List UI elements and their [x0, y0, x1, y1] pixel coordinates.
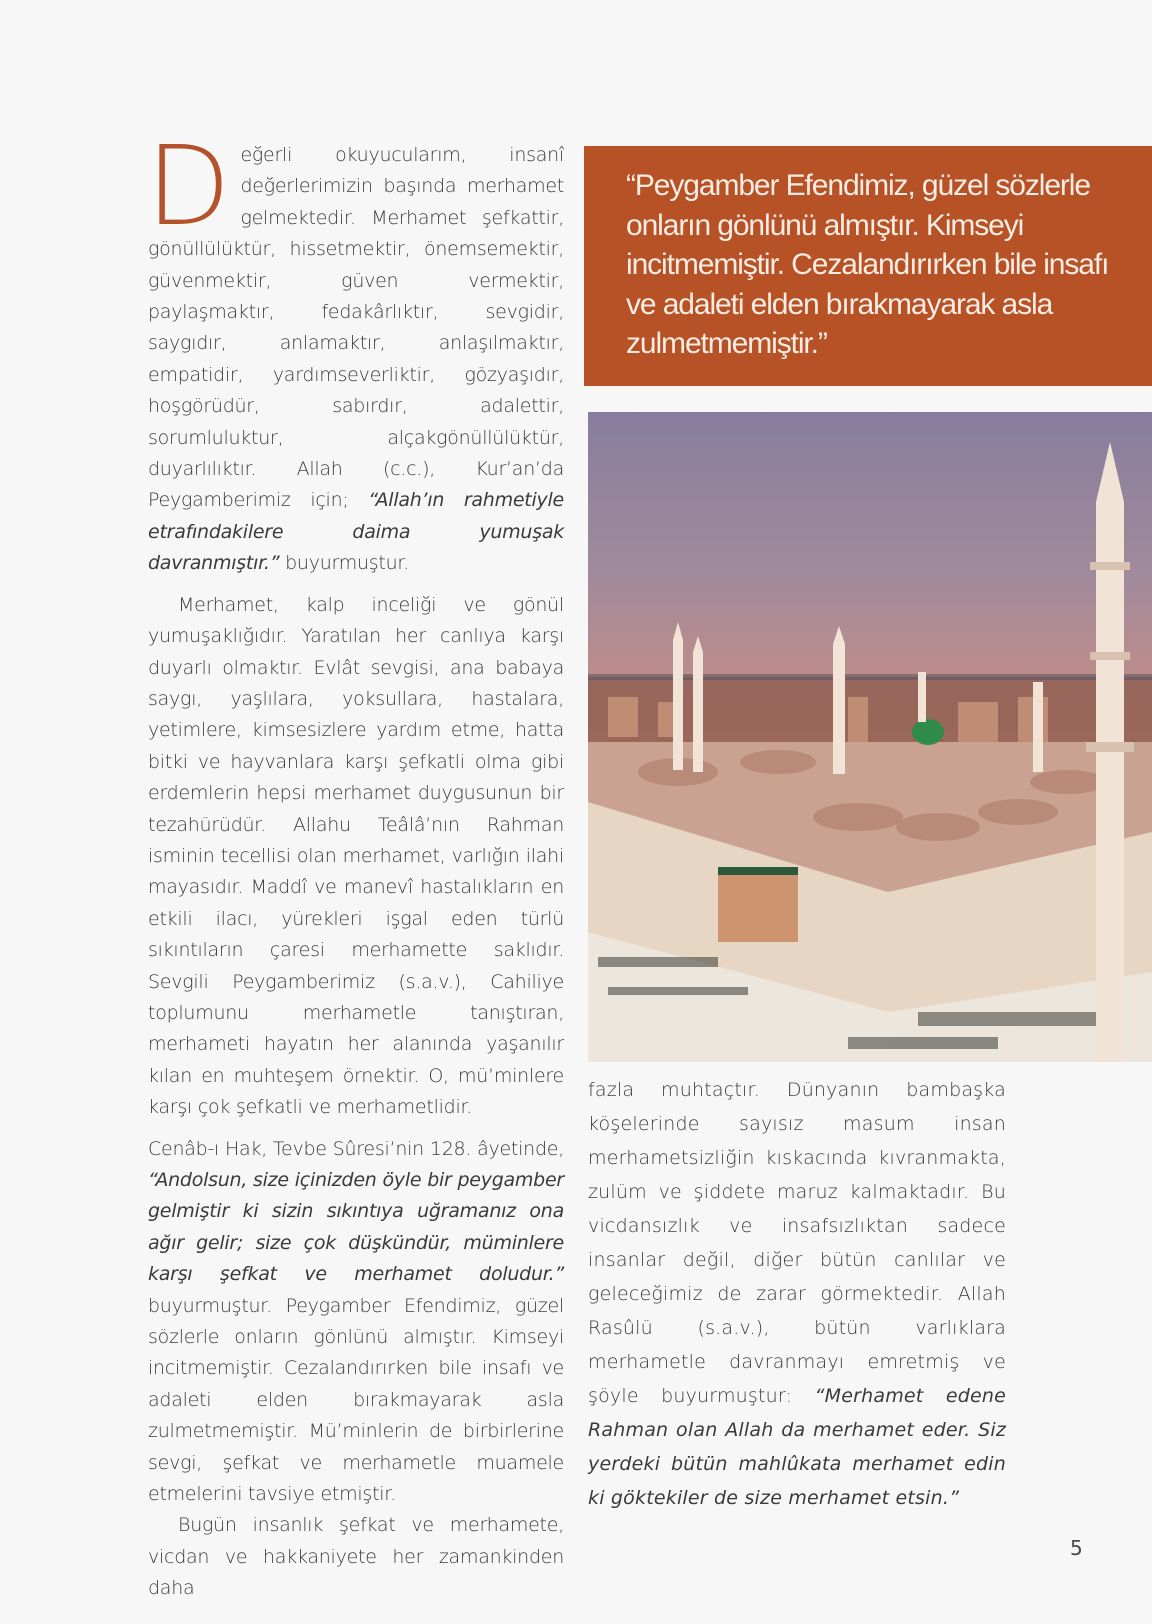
- today-paragraph: Bugün insanlık şefkat ve merhamete, vicdan ve hakkaniyete her zamankinden daha: [148, 1514, 564, 1600]
- tevbe-paragraph: [148, 1134, 564, 1511]
- drop-cap: D: [146, 122, 231, 250]
- paragraph-text: buyurmuştur.: [279, 552, 410, 575]
- paragraph-text: fazla muhtaçtır. Dünyanın bambaşka köşelerinde sayısız masum insan merhametsizliğin kıskacında kıvranmakta, zulüm ve şiddete maruz kalmaktadır. Bu vicdansızlık ve insafsızlıktan sadece insanlar değil, diğer bütün canlılar ve geleceğimiz de zarar görmektedir. Allah Rasûlü (s.a.v.), bütün varlıklara merhametle davranmayı emretmiş ve şöyle buyurmuştur:: [588, 1079, 1006, 1407]
- paragraph-text: buyurmuştur. Peygamber Efendimiz, güzel sözlerle onların gönlünü almıştır. Kimseyi incitmemiştir. Cezalandırırken bile insafı ve adaleti elden bırakmayarak asla zulmetmemiştir. Mü’minlerin de birbirlerine sevgi, şefkat ve merhametle muamele etmelerini tavsiye etmiştir.: [148, 1294, 564, 1506]
- intro-paragraph: [146, 122, 564, 580]
- pull-quote-box: [584, 146, 1152, 386]
- mercy-paragraph: Merhamet, kalp inceliği ve gönül yumuşaklığıdır. Yaratılan her canlıya karşı duyarlı olmaktır. Evlât sevgisi, ana babaya saygı, yaşlılara, yoksullara, hastalara, yetimlere, kimsesizlere yardım etme, hatta bitki ve hayvanlara karşı şefkatli olma gibi erdemlerin hepsi merhamet duygusunun bir tezahürüdür. Allahu Teâlâ’nın Rahman isminin tecellisi olan merhamet, varlığın ilahi mayasıdır. Maddî ve manevî hastalıkların en etkili ilacı, yürekleri işgal eden türlü sıkıntıların çaresi merhamette saklıdır. Sevgili Peygamberimiz (s.a.v.), Cahiliye toplumunu merhametle tanıştıran, merhameti hayatın her alanında yaşanılır kılan en muhteşem örnektir. O, mü’minlere karşı çok şefkatli ve merhametlidir.: [148, 593, 564, 1119]
- paragraph-text: eğerli okuyucularım, insanî değerlerimizin başında merhamet gelmektedir. Merhamet şefkattir, gönüllülüktür, hissetmektir, önemsemektir, güvenmektir, güven vermektir, paylaşmaktır, fedakârlıktır, sevgidir, saygıdır, anlamaktır, anlaşılmaktır, empatidir, yardımseverliktir, gözyaşıdır, hoşgörüdür, sabırdır, adalettir, sorumluluktur, alçakgönüllülüktür, duyarlılıktır. Allah (c.c.), Kur’an’da Peygamberimiz için;: [148, 144, 564, 512]
- paragraph-text: Cenâb-ı Hak, Tevbe Sûresi’nin 128. âyetinde,: [148, 1137, 564, 1160]
- left-text-column: [146, 122, 564, 1605]
- right-text-column: [588, 1073, 1006, 1515]
- page-number: 5: [1070, 1536, 1083, 1560]
- hadith-quote: “Merhamet edene Rahman olan Allah da merhamet eder. Siz yerdeki bütün mahlûkata merhamet edin ki göktekiler de size merhamet etsin.”: [588, 1385, 1006, 1509]
- mosque-photo: [588, 412, 1152, 1062]
- quran-quote: “Andolsun, size içinizden öyle bir peygamber gelmiştir ki sizin sıkıntıya uğramanız ona ağır gelir; size çok düşkündür, müminlere karşı şefkat ve merhamet doludur.”: [148, 1169, 564, 1286]
- pull-quote-text: “Peygamber Efendimiz, güzel sözlerle onların gönlünü almıştır. Kimseyi incitmemiştir. Cezalandırırken bile insafı ve adaleti elden bırakmayarak asla zulmetmemiştir.”: [626, 169, 1109, 360]
- mosque-illustration-icon: [588, 412, 1152, 1062]
- continuation-paragraph: [588, 1073, 1006, 1515]
- quran-quote: “Allah’ın rahmetiyle etrafındakilere daima yumuşak davranmıştır.”: [148, 489, 564, 575]
